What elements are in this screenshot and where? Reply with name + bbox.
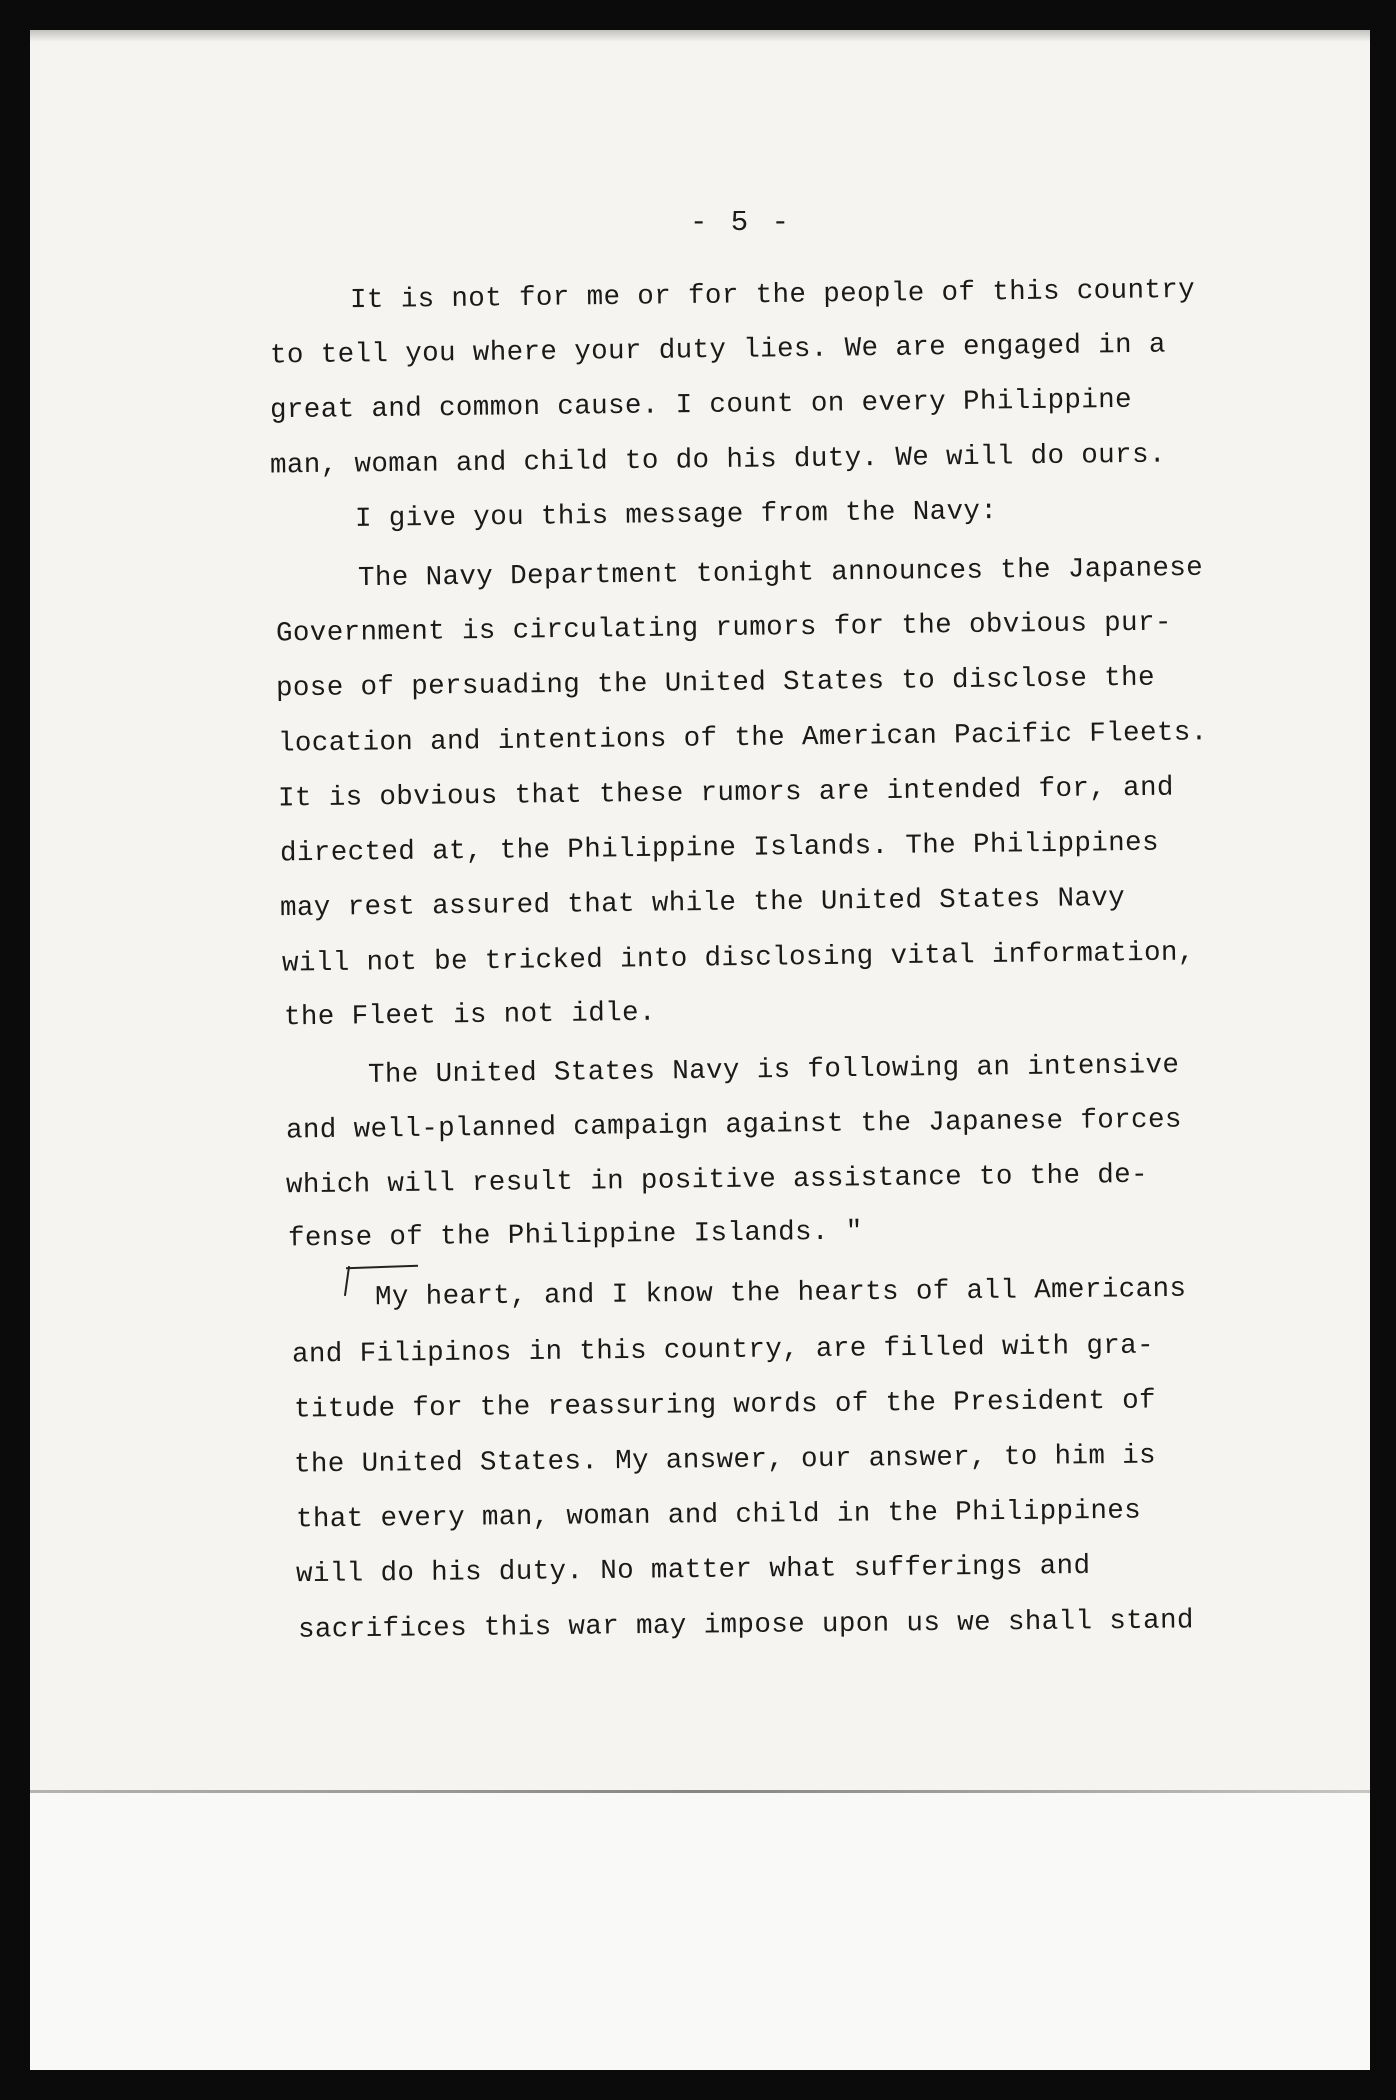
text-line-11: directed at, the Philippine Islands. The Philippines bbox=[279, 827, 1160, 870]
page-number: - 5 - bbox=[690, 206, 793, 239]
text-line-8: pose of persuading the United States to disclose the bbox=[275, 662, 1156, 705]
pencil-bracket-mark bbox=[346, 1265, 418, 1270]
text-line-14: the Fleet is not idle. bbox=[283, 997, 657, 1034]
text-line-23: that every man, woman and child in the Philippines bbox=[295, 1495, 1142, 1536]
text-line-16: and well-planned campaign against the Japanese forces bbox=[285, 1104, 1182, 1147]
text-line-12: may rest assured that while the United States Navy bbox=[279, 882, 1126, 925]
text-line-18: fense of the Philippine Islands. " bbox=[287, 1216, 863, 1255]
text-line-9: location and intentions of the American Pacific Fleets. bbox=[277, 717, 1208, 760]
text-line-22: the United States. My answer, our answer, to him is bbox=[293, 1440, 1157, 1481]
pencil-bracket-mark-vertical bbox=[344, 1266, 350, 1296]
text-line-3: great and common cause. I count on every Philippine bbox=[269, 384, 1133, 427]
text-line-13: will not be tricked into disclosing vital information, bbox=[281, 937, 1195, 980]
text-line-10: It is obvious that these rumors are intended for, and bbox=[277, 772, 1174, 815]
page-top-edge bbox=[30, 30, 1370, 42]
lower-sheet-area bbox=[30, 1793, 1370, 2070]
text-line-2: to tell you where your duty lies. We are engaged in a bbox=[269, 329, 1166, 372]
text-line-15: The United States Navy is following an intensive bbox=[367, 1050, 1180, 1091]
text-line-19: My heart, and I know the hearts of all Americans bbox=[374, 1273, 1187, 1314]
text-line-25: sacrifices this war may impose upon us we shall stand bbox=[297, 1605, 1194, 1646]
text-line-1: It is not for me or for the people of this country bbox=[349, 274, 1196, 317]
text-line-6: The Navy Department tonight announces the Japanese bbox=[357, 552, 1204, 595]
text-line-7: Government is circulating rumors for the obvious pur- bbox=[275, 607, 1172, 650]
text-line-4: man, woman and child to do his duty. We will do ours. bbox=[269, 439, 1166, 482]
text-line-20: and Filipinos in this country, are filled with gra- bbox=[291, 1330, 1155, 1371]
document-page bbox=[30, 30, 1370, 2070]
text-line-17: which will result in positive assistance to the de- bbox=[285, 1159, 1149, 1202]
text-line-21: titude for the reassuring words of the President of bbox=[293, 1385, 1157, 1426]
text-line-24: will do his duty. No matter what sufferings and bbox=[295, 1550, 1091, 1591]
text-line-5: I give you this message from the Navy: bbox=[354, 496, 998, 535]
